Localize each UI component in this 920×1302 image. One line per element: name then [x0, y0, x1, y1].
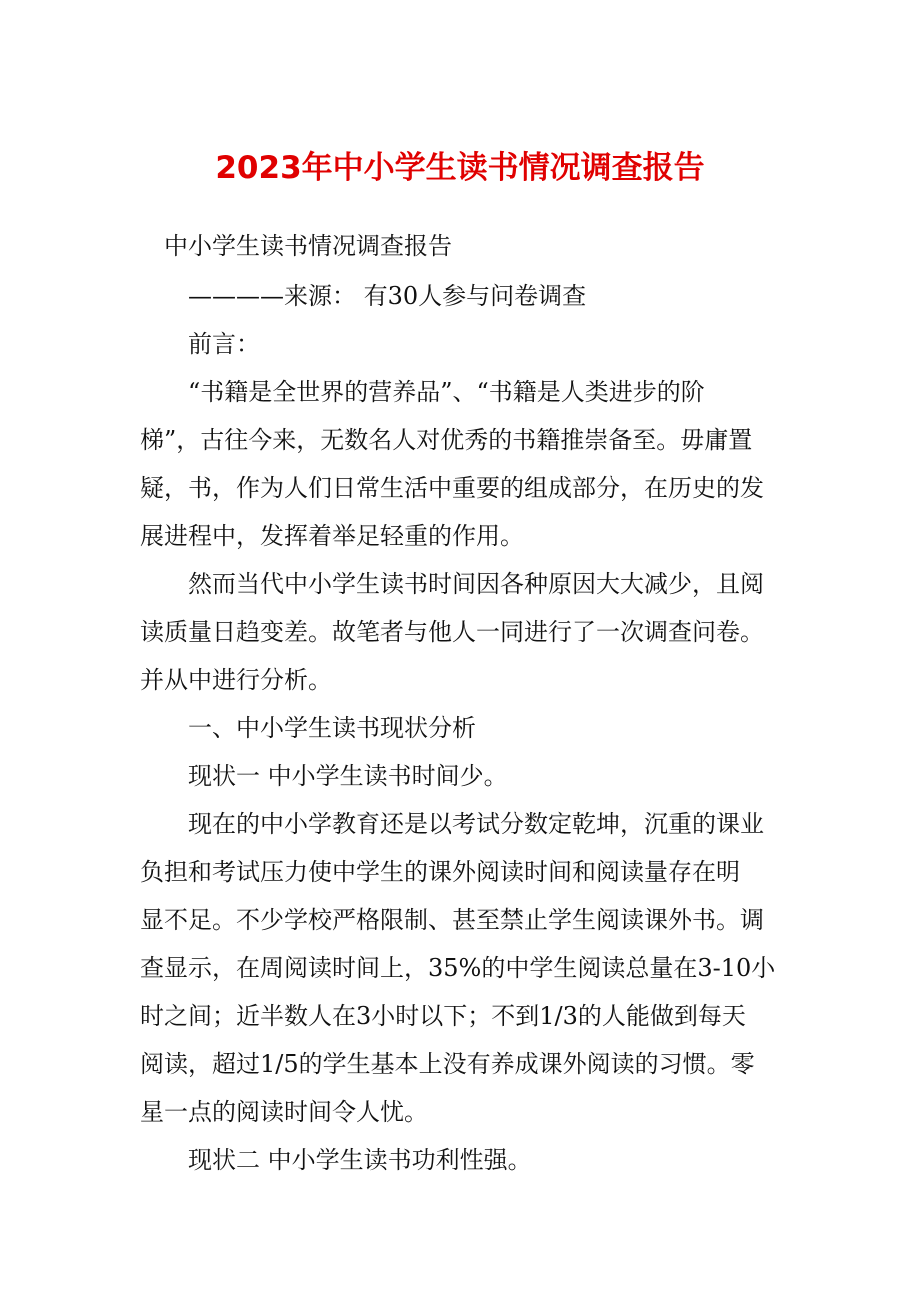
document-title: 2023年中小学生读书情况调查报告 — [215, 150, 705, 186]
subsection-heading: 现状一 中小学生读书时间少。 — [188, 762, 508, 790]
paragraph-line: 阅读，超过1/5的学生基本上没有养成课外阅读的习惯。零 — [140, 1050, 755, 1078]
section-heading: 一、中小学生读书现状分析 — [188, 714, 476, 742]
source-line: ————来源： 有30人参与问卷调查 — [188, 282, 587, 310]
subsection-heading: 现状二 中小学生读书功利性强。 — [188, 1146, 532, 1174]
paragraph-line: 梯”，古往今来，无数名人对优秀的书籍推崇备至。毋庸置 — [140, 426, 753, 454]
paragraph-line: 然而当代中小学生读书时间因各种原因大大减少，且阅 — [188, 570, 764, 598]
paragraph-line: 星一点的阅读时间令人忧。 — [140, 1098, 428, 1126]
paragraph-line: 展进程中，发挥着举足轻重的作用。 — [140, 522, 524, 550]
paragraph-line: 并从中进行分析。 — [140, 666, 332, 694]
paragraph-line: 负担和考试压力使中学生的课外阅读时间和阅读量存在明 — [140, 858, 740, 886]
paragraph-line: 读质量日趋变差。故笔者与他人一同进行了一次调查问卷。 — [140, 618, 764, 646]
paragraph-line: “书籍是全世界的营养品”、“书籍是人类进步的阶 — [188, 378, 705, 406]
paragraph-line: 现在的中小学教育还是以考试分数定乾坤，沉重的课业 — [188, 810, 764, 838]
paragraph-line: 疑，书，作为人们日常生活中重要的组成部分，在历史的发 — [140, 474, 764, 502]
subtitle: 中小学生读书情况调查报告 — [164, 232, 452, 260]
paragraph-line: 时之间；近半数人在3小时以下；不到1/3的人能做到每天 — [140, 1002, 746, 1030]
paragraph-line: 显不足。不少学校严格限制、甚至禁止学生阅读课外书。调 — [140, 906, 764, 934]
paragraph-line: 查显示，在周阅读时间上，35%的中学生阅读总量在3-10小 — [140, 954, 776, 982]
preface-heading: 前言： — [188, 330, 260, 358]
